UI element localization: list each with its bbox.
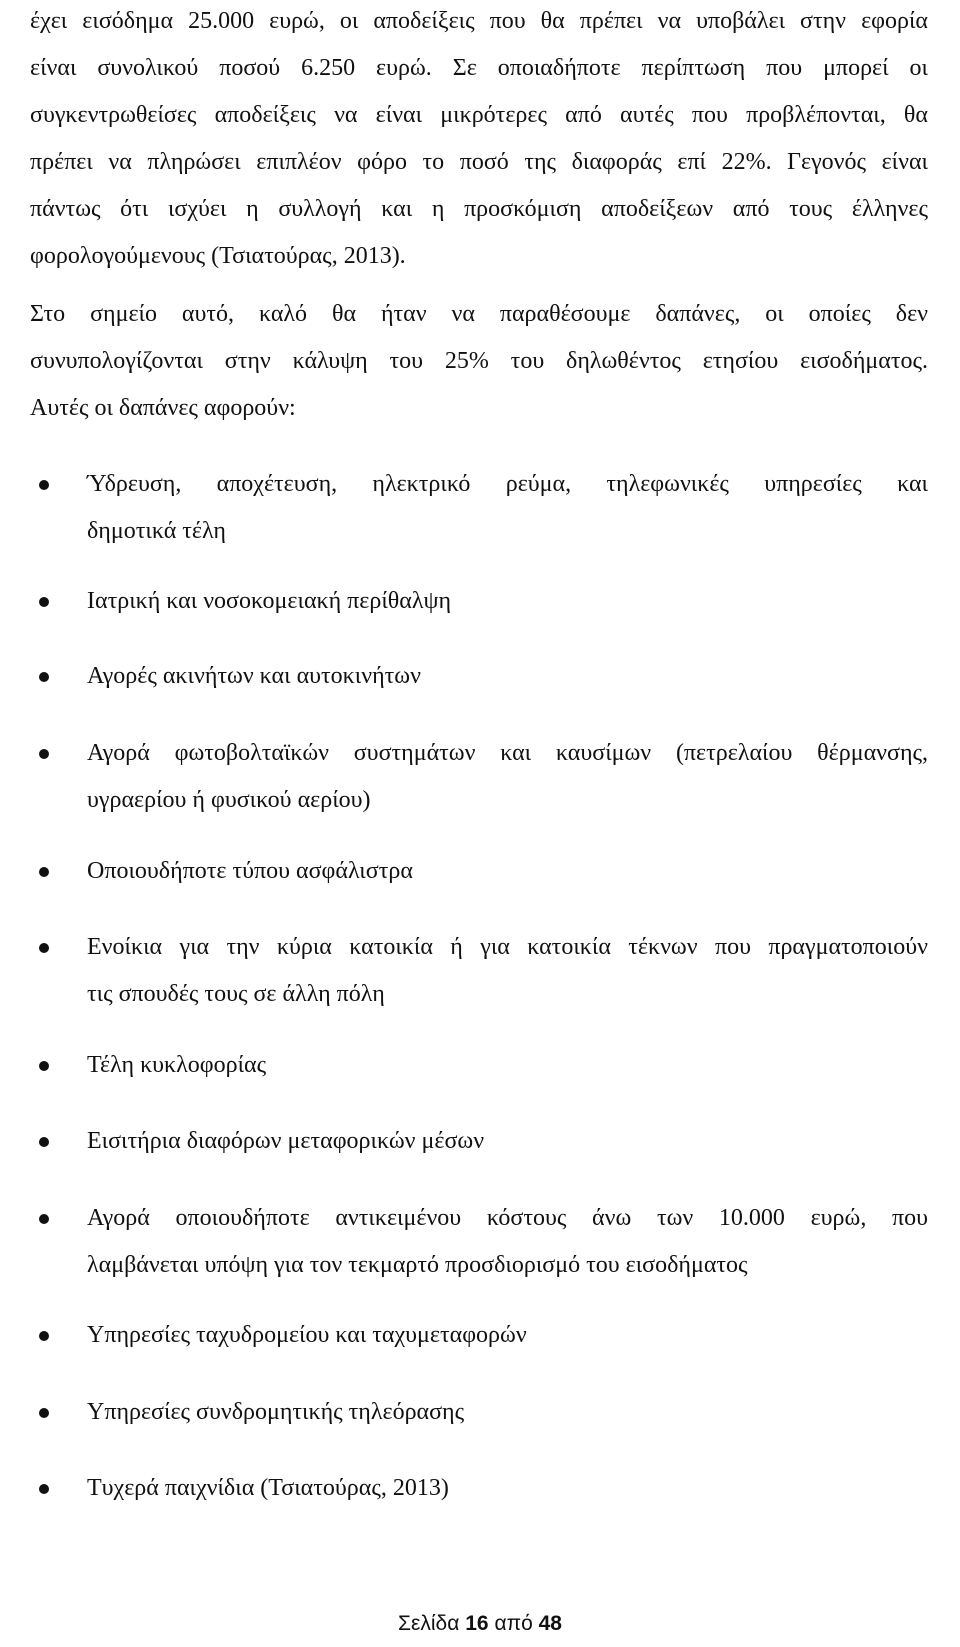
bullet-icon: [39, 1214, 49, 1224]
list-item-line: τις σπουδές τους σε άλλη πόλη: [87, 981, 385, 1007]
list-item-line: δημοτικά τέλη: [87, 518, 226, 544]
bullet-icon: [39, 943, 49, 953]
list-item-line: Οποιουδήποτε τύπου ασφάλιστρα: [87, 858, 413, 884]
list-item-line: Αγορά οποιουδήποτε αντικειμένου κόστους άνω των 10.000 ευρώ, που: [87, 1205, 928, 1231]
list-item-text: [87, 1042, 928, 1089]
list-item-line: Τυχερά παιχνίδια (Τσιατούρας, 2013): [87, 1475, 449, 1501]
bullet-icon: [39, 672, 49, 682]
bullet-icon: [39, 597, 49, 607]
list-item-text: [87, 461, 928, 555]
list-item-line: Εισιτήρια διαφόρων μεταφορικών μέσων: [87, 1128, 485, 1154]
list-item-text: [87, 1118, 928, 1165]
list-item-line: Ιατρική και νοσοκομειακή περίθαλψη: [87, 588, 452, 614]
bullet-icon: [39, 1331, 49, 1341]
list-item-text: [87, 1465, 928, 1512]
paragraph-line: Αυτές οι δαπάνες αφορούν:: [30, 395, 296, 421]
bullet-icon: [39, 1484, 49, 1494]
total-pages: 48: [538, 1612, 562, 1635]
list-item-line: Υπηρεσίες ταχυδρομείου και ταχυμεταφορών: [87, 1322, 527, 1348]
list-item-text: [87, 578, 928, 625]
list-item-line: υγραερίου ή φυσικού αερίου): [87, 787, 371, 813]
paragraph-line: πάντως ότι ισχύει η συλλογή και η προσκόμιση αποδείξεων από τους έλληνες: [30, 196, 928, 222]
paragraph-line: συγκεντρωθείσες αποδείξεις να είναι μικρότερες από αυτές που προβλέπονται, θα: [30, 102, 928, 128]
paragraph-line: συνυπολογίζονται στην κάλυψη του 25% του δηλωθέντος ετησίου εισοδήματος.: [30, 348, 928, 374]
list-item-text: [87, 730, 928, 824]
list-item-line: Αγορά φωτοβολταϊκών συστημάτων και καυσίμων (πετρελαίου θέρμανσης,: [87, 740, 928, 766]
bullet-icon: [39, 1061, 49, 1071]
list-item-text: [87, 1195, 928, 1289]
bullet-icon: [39, 1408, 49, 1418]
bullet-icon: [39, 749, 49, 759]
page-label: Σελίδα: [398, 1612, 460, 1635]
page-footer: [0, 1610, 960, 1638]
paragraph-line: είναι συνολικού ποσού 6.250 ευρώ. Σε οποιαδήποτε περίπτωση που μπορεί οι: [30, 55, 928, 81]
paragraph-income-receipts: [30, 0, 928, 280]
list-item-line: Τέλη κυκλοφορίας: [87, 1052, 267, 1078]
paragraph-line: πρέπει να πληρώσει επιπλέον φόρο το ποσό της διαφοράς επί 22%. Γεγονός είναι: [30, 149, 928, 175]
bullet-icon: [39, 480, 49, 490]
page-number: 16: [465, 1612, 489, 1635]
list-item-text: [87, 1312, 928, 1359]
paragraph-line: έχει εισόδημα 25.000 ευρώ, οι αποδείξεις που θα πρέπει να υποβάλει στην εφορία: [30, 8, 928, 34]
list-item-text: [87, 924, 928, 1018]
list-item-text: [87, 848, 928, 895]
list-item-text: [87, 653, 928, 700]
paragraph-line: Στο σημείο αυτό, καλό θα ήταν να παραθέσουμε δαπάνες, οι οποίες δεν: [30, 301, 928, 327]
bullet-icon: [39, 1137, 49, 1147]
paragraph-line: φορολογούμενους (Τσιατούρας, 2013).: [30, 243, 406, 269]
list-item-line: Αγορές ακινήτων και αυτοκινήτων: [87, 663, 421, 689]
list-item-line: Ενοίκια για την κύρια κατοικία ή για κατοικία τέκνων που πραγματοποιούν: [87, 934, 928, 960]
bullet-icon: [39, 867, 49, 877]
list-item-text: [87, 1389, 928, 1436]
list-item-line: Ύδρευση, αποχέτευση, ηλεκτρικό ρεύμα, τηλεφωνικές υπηρεσίες και: [87, 471, 928, 497]
list-item-line: Υπηρεσίες συνδρομητικής τηλεόρασης: [87, 1399, 465, 1425]
list-item-line: λαμβάνεται υπόψη για τον τεκμαρτό προσδιορισμό του εισοδήματος: [87, 1252, 748, 1278]
paragraph-expenses-intro: [30, 291, 928, 432]
of-label: από: [494, 1612, 533, 1635]
